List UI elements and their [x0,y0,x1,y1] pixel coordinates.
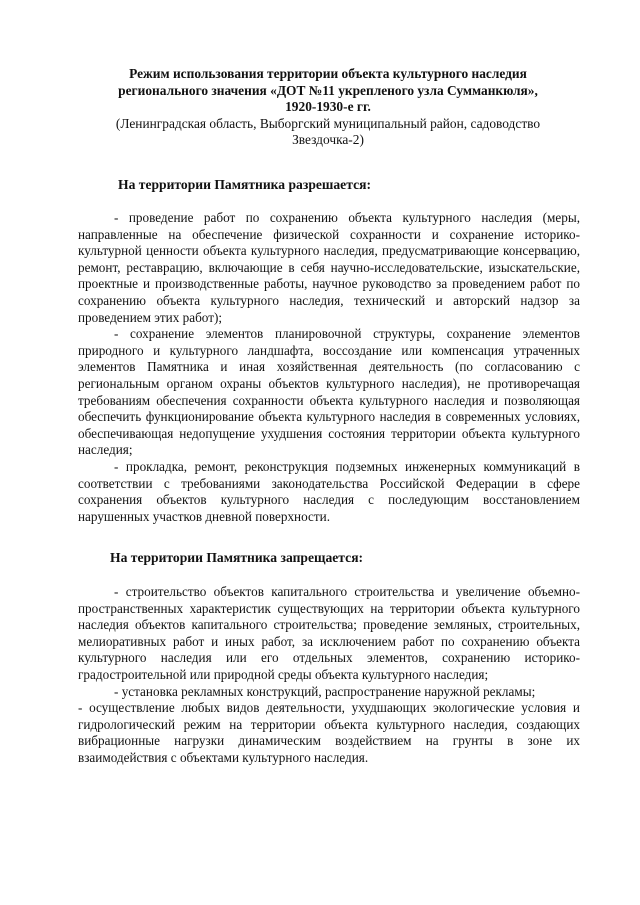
title-line-3: 1920-1930-е гг. [285,99,371,115]
permitted-item-3: - прокладка, ремонт, реконструкция подземных инженерных коммуникаций в соответствии с требованиями законодательства Российской Федерации в сфере сохранения объектов культурного наследия с последующим восстановлением нарушенных участков дневной поверхности. [78,458,580,524]
document-title [78,66,578,149]
permitted-item-1: - проведение работ по сохранению объекта культурного наследия (меры, направленные на обеспечение физической сохранности и сохранение историко-культурной ценности объекта культурного наследия, предусматривающие консервацию, ремонт, реставрацию, включающие в себя научно-исследовательские, изыскательские, проектные и производственные работы, научное руководство за проведением работ по сохранению объекта культурного наследия, технический и авторский надзор за проведением этих работ); [78,210,580,325]
prohibited-item-3: - осуществление любых видов деятельности, ухудшающих экологические условия и гидрологический режим на территории объекта культурного наследия, создающих вибрационные нагрузки динамическим воздействием на грунты в зоне их взаимодействия с объектами культурного наследия. [78,700,580,765]
permitted-item-2: - сохранение элементов планировочной структуры, сохранение элементов природного и культурного ландшафта, воссоздание или компенсация утраченных элементов Памятника и иная хозяйственная деятельность (по согласованию с региональным органом охраны объектов культурного наследия), не противоречащая требованиям обеспечения сохранности объекта культурного наследия и позволяющая обеспечить функционирование объекта культурного наследия в современных условиях, обеспечивающая недопущение ухудшения состояния территории объекта культурного наследия; [78,326,580,458]
title-line-1: Режим использования территории объекта культурного наследия [129,66,527,81]
prohibited-item-2: - установка рекламных конструкций, распространение наружной рекламы; [114,683,536,699]
location-line-1: (Ленинградская область, Выборгский муниципальный район, садоводство [115,115,541,131]
title-line-2: регионального значения «ДОТ №11 укрепленого узла Сумманкюля», [118,82,538,98]
prohibited-item-1: - строительство объектов капитального строительства и увеличение объемно-пространственных характеристик существующих на территории объекта культурного наследия объектов капитального строительства; проведение земляных, строительных, мелиоративных работ и иных работ, за исключением работ по сохранению объекта культурного наследия или его отдельных элементов, сохранению историко-градостроительной или природной среды объекта культурного наследия; [78,584,580,682]
location-line-2: Звездочка-2) [292,132,364,148]
prohibited-section [78,584,580,767]
permitted-section [78,210,580,525]
permitted-heading: На территории Памятника разрешается: [118,177,371,192]
prohibited-heading: На территории Памятника запрещается: [110,550,364,565]
